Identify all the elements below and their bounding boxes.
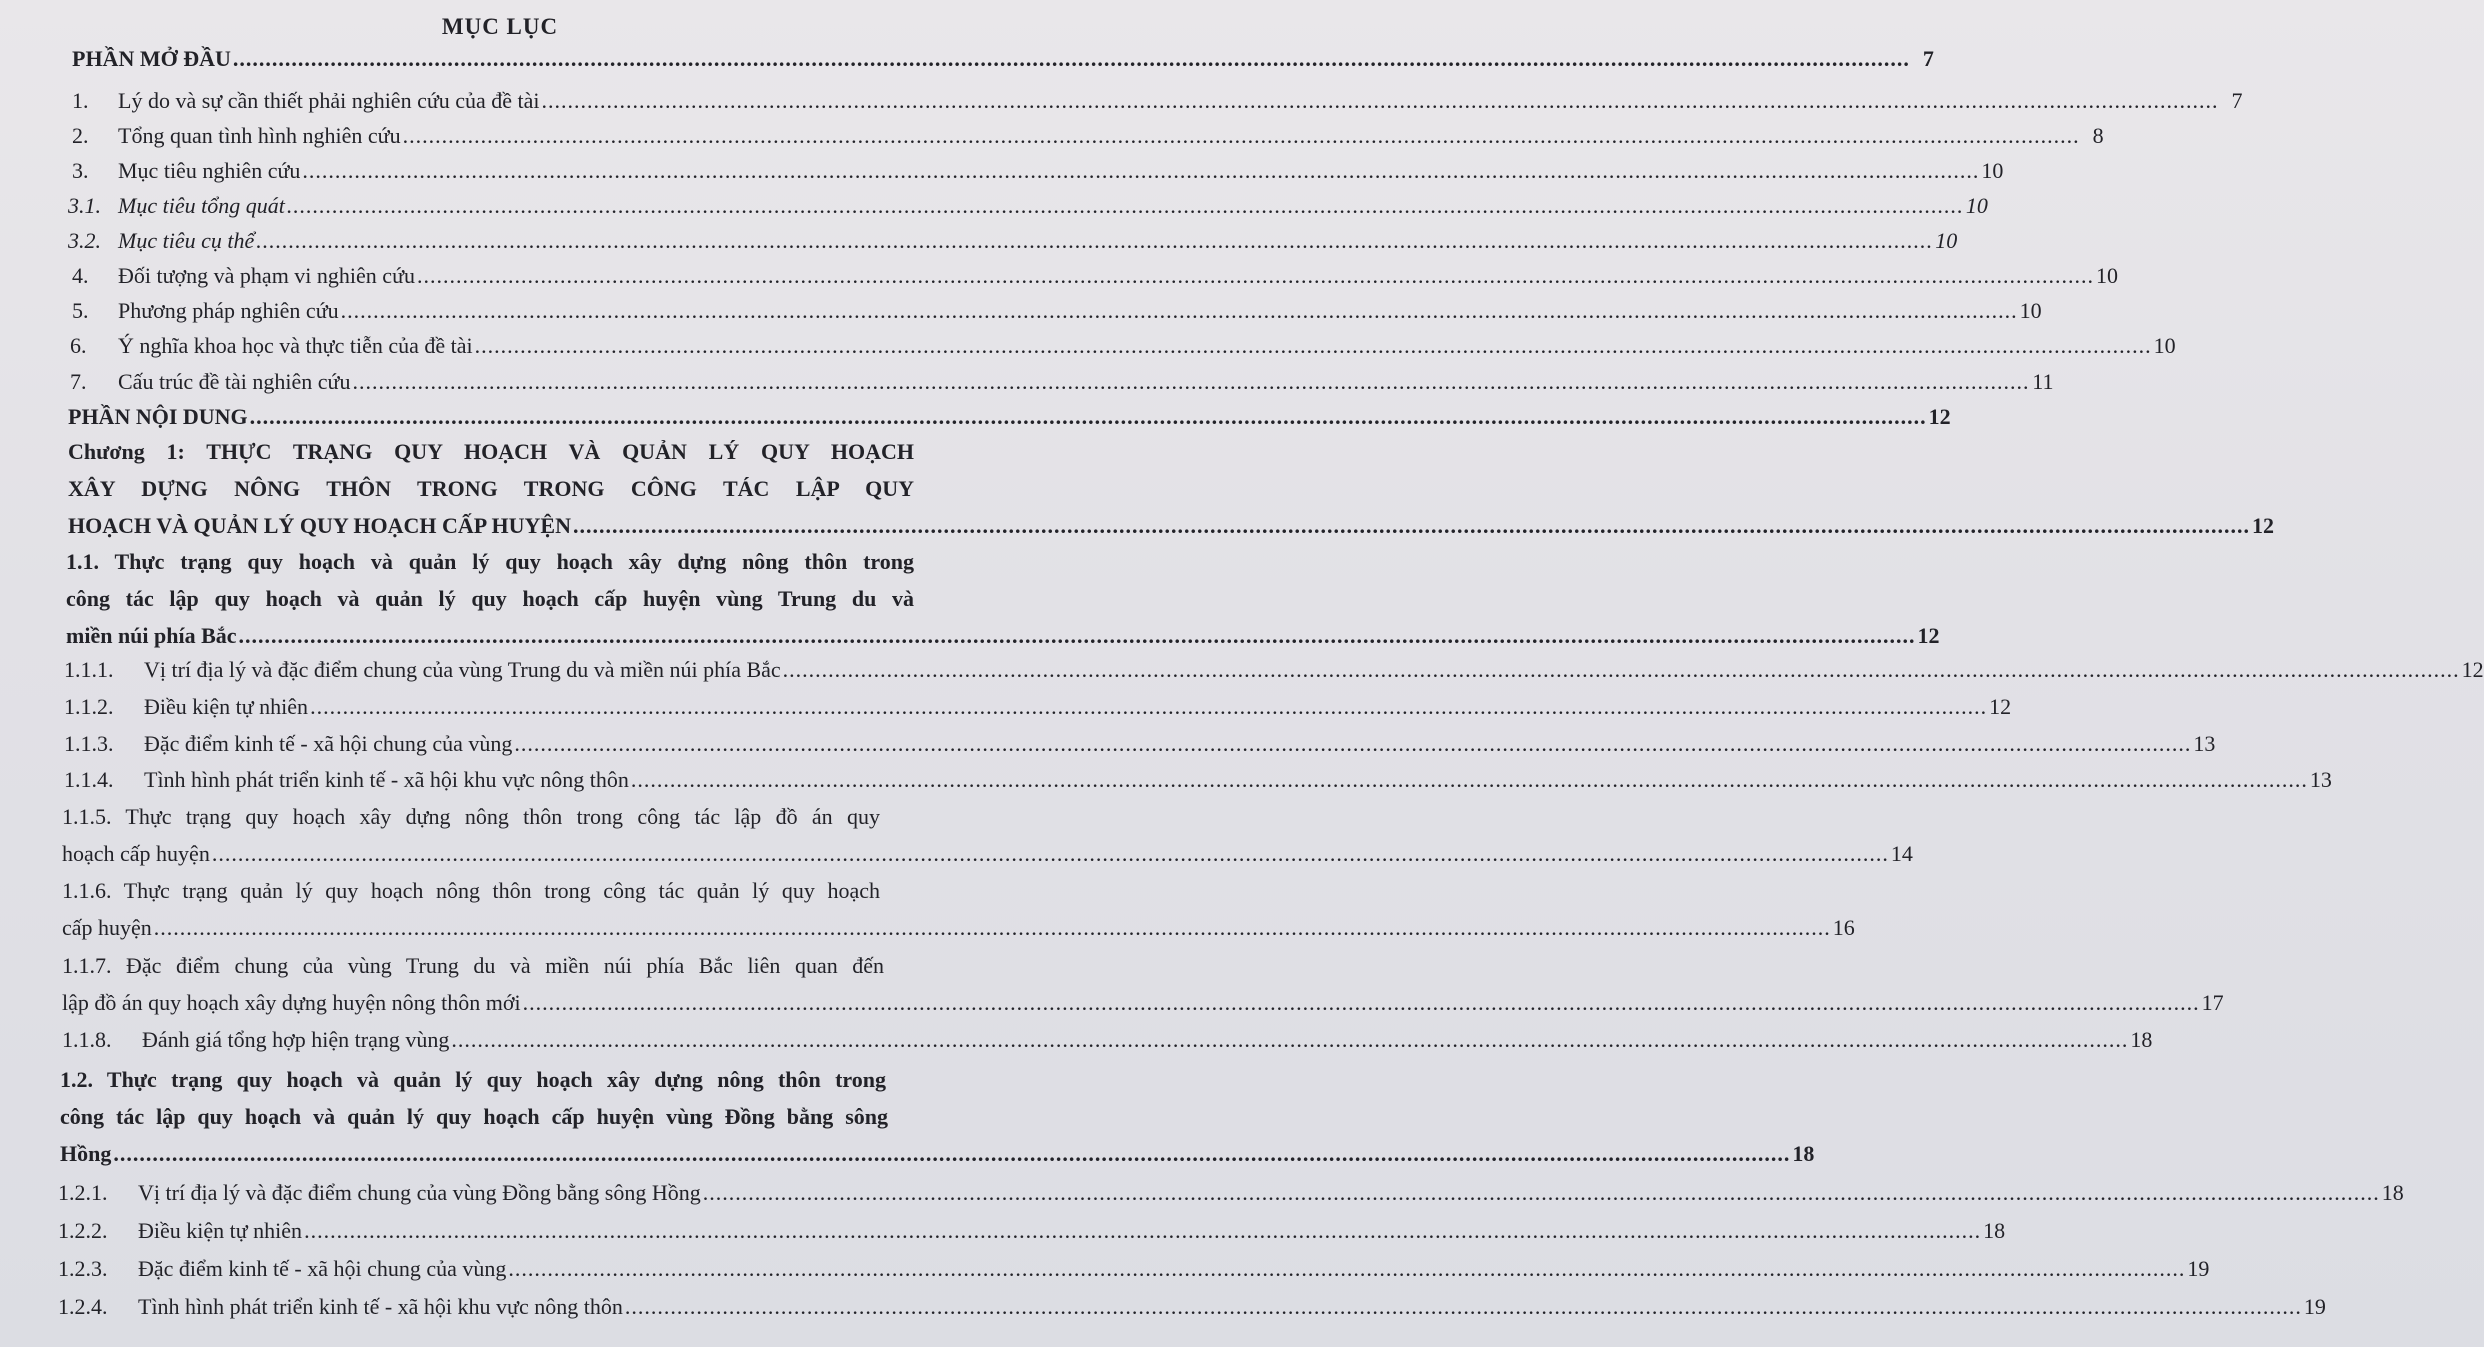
- toc-page-number: 12: [2461, 657, 2484, 682]
- toc-entry-text: Cấu trúc đề tài nghiên cứu: [118, 369, 351, 394]
- toc-entry: [58, 1254, 2210, 1284]
- toc-entry-number: 2.: [72, 123, 89, 148]
- dot-leader: [154, 913, 1831, 943]
- toc-page-number: 19: [2187, 1256, 2210, 1281]
- dot-leader: [113, 1139, 1790, 1169]
- dot-leader: [352, 367, 2029, 397]
- dot-leader: [250, 402, 1927, 432]
- dot-leader: [625, 1292, 2302, 1322]
- dot-leader: [451, 1025, 2128, 1055]
- toc-entry: [64, 692, 2012, 722]
- toc-page-number: 14: [1890, 841, 1913, 866]
- toc-entry: [72, 121, 2104, 151]
- toc-page-number: 16: [1832, 915, 1855, 940]
- toc-page-number: 10: [1965, 193, 1988, 218]
- dot-leader: [233, 44, 1910, 74]
- toc-entry: [58, 1292, 2326, 1322]
- toc-chapter-line: Chương 1: THỰC TRẠNG QUY HOẠCH VÀ QUẢN LÝ QUY HOẠCH: [68, 439, 914, 464]
- dot-leader: [475, 331, 2152, 361]
- toc-page-number: 18: [1983, 1218, 2006, 1243]
- toc-entry-intro: [72, 44, 1934, 74]
- dot-leader: [212, 839, 1889, 869]
- dot-leader: [310, 692, 1987, 722]
- toc-section-1-2: [60, 1065, 1815, 1169]
- toc-entry-text: Đối tượng và phạm vi nghiên cứu: [118, 263, 415, 288]
- toc-chapter-1: [68, 437, 2274, 541]
- toc-entry: [72, 296, 2042, 326]
- toc-entry-text: Điều kiện tự nhiên: [138, 1218, 303, 1243]
- toc-chapter-line: HOẠCH VÀ QUẢN LÝ QUY HOẠCH CẤP HUYỆN: [68, 513, 571, 538]
- toc-entry-text: Vị trí địa lý và đặc điểm chung của vùng Đồng bằng sông Hồng: [138, 1180, 701, 1205]
- toc-page-number: 8: [2092, 123, 2104, 148]
- toc-entry-text: Tình hình phát triển kinh tế - xã hội khu vực nông thôn: [144, 767, 629, 792]
- toc-entry: [68, 226, 1958, 256]
- toc-entry-number: 1.2.3.: [58, 1256, 108, 1281]
- dot-leader: [783, 655, 2460, 685]
- toc-section-line: 1.1. Thực trạng quy hoạch và quản lý quy hoạch xây dựng nông thôn trong: [66, 549, 914, 574]
- toc-page-number: 17: [2201, 990, 2224, 1015]
- toc-entry-text: Mục tiêu nghiên cứu: [118, 158, 301, 183]
- toc-page-number: 10: [1981, 158, 2004, 183]
- toc-entry-number: 1.1.3.: [64, 731, 114, 756]
- dot-leader: [256, 226, 1933, 256]
- dot-leader: [631, 765, 2308, 795]
- toc-page-number: 18: [2381, 1180, 2404, 1205]
- dot-leader: [542, 86, 2219, 116]
- toc-entry-number: 6.: [70, 333, 87, 358]
- toc-entry: [72, 86, 2243, 116]
- toc-entry: [62, 1025, 2153, 1055]
- toc-entry-line: 1.1.7. Đặc điểm chung của vùng Trung du và miền núi phía Bắc liên quan đến: [62, 953, 884, 978]
- toc-section-line: miền núi phía Bắc: [66, 623, 237, 648]
- toc-entry-text: Phương pháp nghiên cứu: [118, 298, 339, 323]
- toc-entry: [64, 729, 2216, 759]
- toc-entry-line: 1.1.6. Thực trạng quản lý quy hoạch nông thôn trong công tác quản lý quy hoạch: [62, 878, 880, 903]
- toc-entry: [64, 765, 2332, 795]
- toc-entry-line: lập đồ án quy hoạch xây dựng huyện nông thôn mới: [62, 990, 521, 1015]
- toc-entry: [68, 191, 1988, 221]
- toc-page-number: 18: [1792, 1141, 1815, 1166]
- toc-entry: [72, 156, 2004, 186]
- toc-entry-text: Tình hình phát triển kinh tế - xã hội khu vực nông thôn: [138, 1294, 623, 1319]
- toc-page-number: 13: [2309, 767, 2332, 792]
- dot-leader: [302, 156, 1979, 186]
- toc-section-line: 1.2. Thực trạng quy hoạch và quản lý quy hoạch xây dựng nông thôn trong: [60, 1067, 886, 1092]
- toc-entry-number: 1.1.2.: [64, 694, 114, 719]
- dot-leader: [239, 621, 1916, 651]
- toc-entry-text: Ý nghĩa khoa học và thực tiễn của đề tài: [118, 333, 473, 358]
- toc-entry-number: 7.: [70, 369, 87, 394]
- toc-page-number: 12: [2251, 513, 2274, 538]
- toc-entry-line: cấp huyện: [62, 915, 152, 940]
- toc-entry-number: 4.: [72, 263, 89, 288]
- toc-section-1-1: [66, 547, 1940, 651]
- toc-entry: [58, 1178, 2404, 1208]
- dot-leader: [523, 988, 2200, 1018]
- toc-section-line: công tác lập quy hoạch và quản lý quy hoạch cấp huyện vùng Đồng bằng sông: [60, 1104, 888, 1129]
- toc-entry-number: 1.: [72, 88, 89, 113]
- toc-entry-text: Đặc điểm kinh tế - xã hội chung của vùng: [138, 1256, 507, 1281]
- toc-entry-number: 3.1.: [68, 193, 101, 218]
- dot-leader: [508, 1254, 2185, 1284]
- toc-entry-text: Mục tiêu tổng quát: [118, 193, 285, 218]
- toc-page-number: 19: [2303, 1294, 2326, 1319]
- toc-entry-text: Điều kiện tự nhiên: [144, 694, 309, 719]
- toc-page-number: 12: [1928, 404, 1951, 429]
- toc-entry-number: 5.: [72, 298, 89, 323]
- toc-entry-number: 1.1.8.: [62, 1027, 112, 1052]
- toc-entry-line: hoạch cấp huyện: [62, 841, 210, 866]
- toc-page-number: 10: [1935, 228, 1958, 253]
- toc-entry-text: Lý do và sự cần thiết phải nghiên cứu của đề tài: [118, 88, 540, 113]
- toc-chapter-line: XÂY DỰNG NÔNG THÔN TRONG TRONG CÔNG TÁC LẬP QUY: [68, 476, 914, 501]
- toc-entry-number: 1.2.1.: [58, 1180, 108, 1205]
- toc-entry-number: 1.2.2.: [58, 1218, 108, 1243]
- toc-entry-text: Mục tiêu cụ thể: [118, 228, 255, 253]
- toc-entry-number: 3.: [72, 158, 89, 183]
- dot-leader: [287, 191, 1964, 221]
- toc-page-number: 7: [1922, 46, 1934, 71]
- toc-entry: [58, 1216, 2006, 1246]
- toc-entry-number: 1.1.1.: [64, 657, 114, 682]
- toc-page-number: 12: [1989, 694, 2012, 719]
- toc-entry-1-1-6: [62, 876, 1855, 943]
- toc-entry-text: PHẦN MỞ ĐẦU: [72, 46, 231, 71]
- toc-entry-number: 1.2.4.: [58, 1294, 108, 1319]
- toc-entry: [70, 367, 2054, 397]
- toc-entry-text: Tổng quan tình hình nghiên cứu: [118, 123, 401, 148]
- toc-page-number: 10: [2019, 298, 2042, 323]
- toc-entry-content-part: [68, 402, 1951, 432]
- dot-leader: [514, 729, 2191, 759]
- toc-page-number: 10: [2096, 263, 2118, 288]
- toc-entry: [64, 655, 2484, 685]
- dot-leader: [341, 296, 2018, 326]
- toc-entry-text: Đánh giá tổng hợp hiện trạng vùng: [142, 1027, 450, 1052]
- toc-entry-text: PHẦN NỘI DUNG: [68, 404, 248, 429]
- dot-leader: [403, 121, 2080, 151]
- toc-page-number: 7: [2231, 88, 2243, 113]
- toc-entry-text: Vị trí địa lý và đặc điểm chung của vùng Trung du và miền núi phía Bắc: [144, 657, 781, 682]
- toc-entry-text: Đặc điểm kinh tế - xã hội chung của vùng: [144, 731, 513, 756]
- toc-page-number: 12: [1917, 623, 1940, 648]
- dot-leader: [417, 261, 2094, 291]
- toc-entry-number: 1.1.4.: [64, 767, 114, 792]
- toc-section-line: Hồng: [60, 1141, 112, 1166]
- toc-page-number: 18: [2130, 1027, 2153, 1052]
- dot-leader: [573, 511, 2250, 541]
- dot-leader: [703, 1178, 2380, 1208]
- toc-page-number: 11: [2032, 369, 2054, 394]
- toc-entry-number: 3.2.: [68, 228, 101, 253]
- toc-page-number: 10: [2153, 333, 2176, 358]
- toc-entry-line: 1.1.5. Thực trạng quy hoạch xây dựng nông thôn trong công tác lập đồ án quy: [62, 804, 880, 829]
- toc-section-line: công tác lập quy hoạch và quản lý quy hoạch cấp huyện vùng Trung du và: [66, 586, 914, 611]
- toc-title: MỤC LỤC: [441, 14, 559, 39]
- toc-entry: [70, 331, 2176, 361]
- toc-entry-1-1-7: [62, 951, 2224, 1018]
- dot-leader: [304, 1216, 1981, 1246]
- toc-page-number: 13: [2193, 731, 2216, 756]
- toc-entry: [72, 261, 2118, 291]
- toc-entry-1-1-5: [62, 802, 1913, 869]
